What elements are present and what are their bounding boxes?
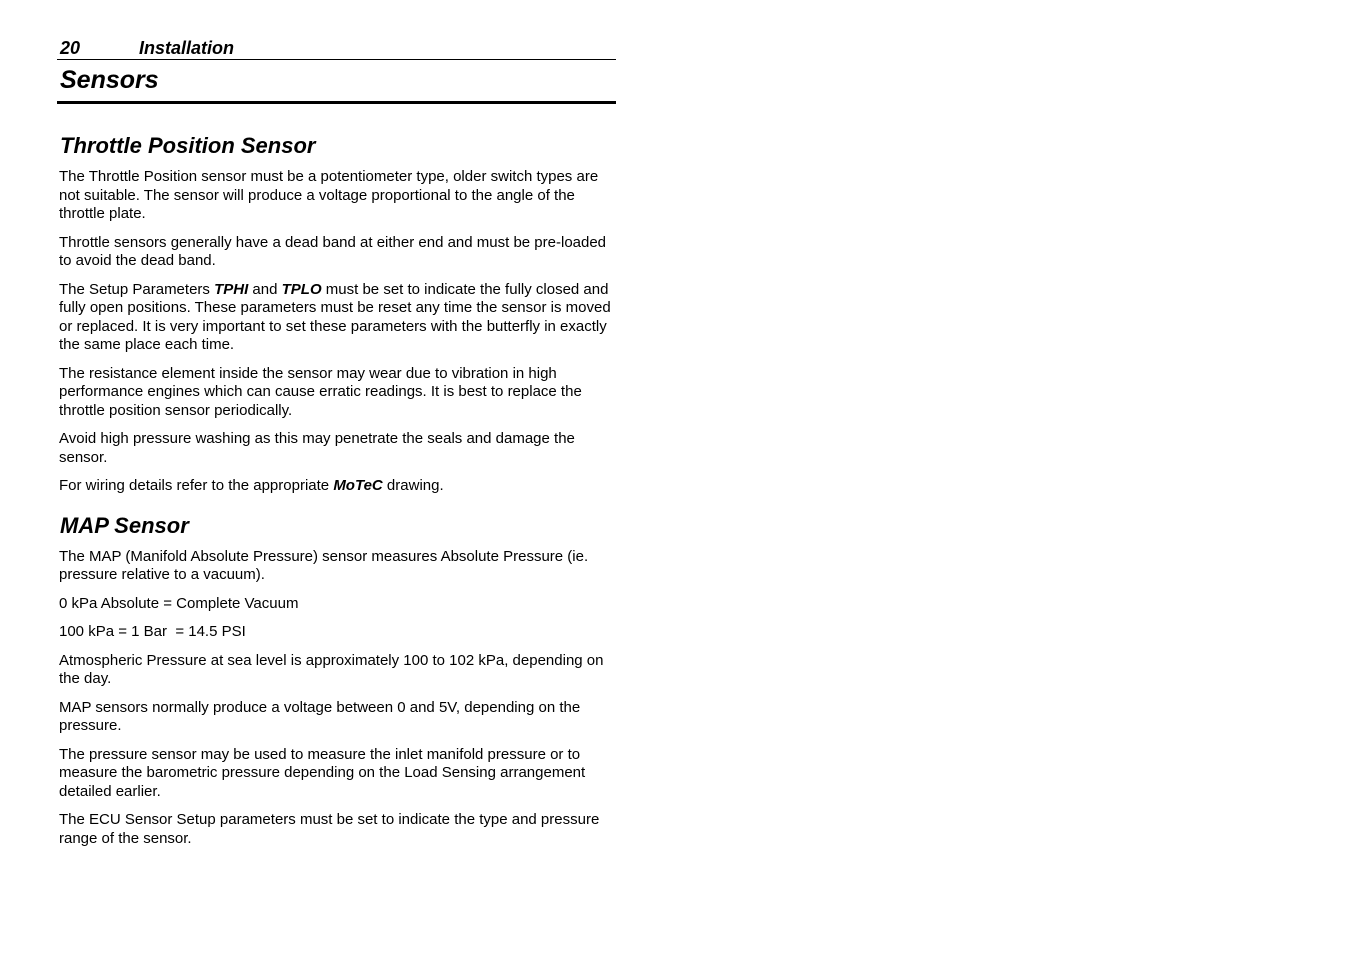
map-sensor-heading: MAP Sensor — [60, 512, 189, 538]
map-paragraph-6: The pressure sensor may be used to measure the inlet manifold pressure or to measure the barometric pressure depending on the Load Sensing arrangement detailed earlier. — [59, 745, 586, 800]
tps-paragraph-5: Avoid high pressure washing as this may penetrate the seals and damage the sensor. — [59, 430, 575, 466]
tps-p3-text-before: The Setup Parameters — [59, 280, 215, 298]
map-paragraph-4: Atmospheric Pressure at sea level is approximately 100 to 102 kPa, depending on the day. — [59, 651, 604, 687]
map-paragraph-1: The MAP (Manifold Absolute Pressure) sensor measures Absolute Pressure (ie. pressure relative to a vacuum). — [59, 547, 589, 583]
tps-p3-text-mid: and — [248, 280, 282, 298]
map-paragraph-2: 0 kPa Absolute = Complete Vacuum — [59, 594, 299, 612]
tps-paragraph-6 — [57, 477, 616, 496]
map-paragraph-5: MAP sensors normally produce a voltage between 0 and 5V, depending on the pressure. — [59, 698, 581, 734]
tps-p6-text-before: For wiring details refer to the appropriate — [59, 477, 334, 494]
map-paragraph-7: The ECU Sensor Setup parameters must be set to indicate the type and pressure range of the sensor. — [59, 811, 600, 847]
tps-paragraph-1: The Throttle Position sensor must be a potentiometer type, older switch types are not suitable. The sensor will produce a voltage proportional to the angle of the throttle plate. — [59, 168, 599, 222]
motec-brand: MoTeC — [333, 477, 383, 494]
page-number: 20 — [60, 38, 81, 58]
tphi-parameter: TPHI — [214, 280, 249, 298]
tps-p3-text-after: must be set to indicate the fully closed and fully open positions. These parameters must be reset any time the sensor is moved or replaced. It is very important to set these parameters with the butterfly in exactly the same place each time. — [59, 280, 611, 353]
map-paragraph-3: 100 kPa = 1 Bar = 14.5 PSI — [59, 623, 246, 640]
chapter-title: Installation — [139, 38, 235, 58]
throttle-position-sensor-heading: Throttle Position Sensor — [60, 133, 316, 158]
section-title: Sensors — [57, 60, 616, 104]
tps-paragraph-4: The resistance element inside the sensor may wear due to vibration in high performance engines which can cause erratic readings. It is best to replace the throttle position sensor periodically. — [59, 364, 582, 419]
tps-paragraph-2: Throttle sensors generally have a dead band at either end and must be pre-loaded to avoid the dead band. — [59, 233, 607, 269]
tps-paragraph-3 — [57, 281, 616, 355]
tps-p6-text-after: drawing. — [382, 477, 444, 494]
running-header — [57, 36, 616, 60]
document-page — [57, 36, 616, 858]
tplo-parameter: TPLO — [281, 280, 322, 298]
